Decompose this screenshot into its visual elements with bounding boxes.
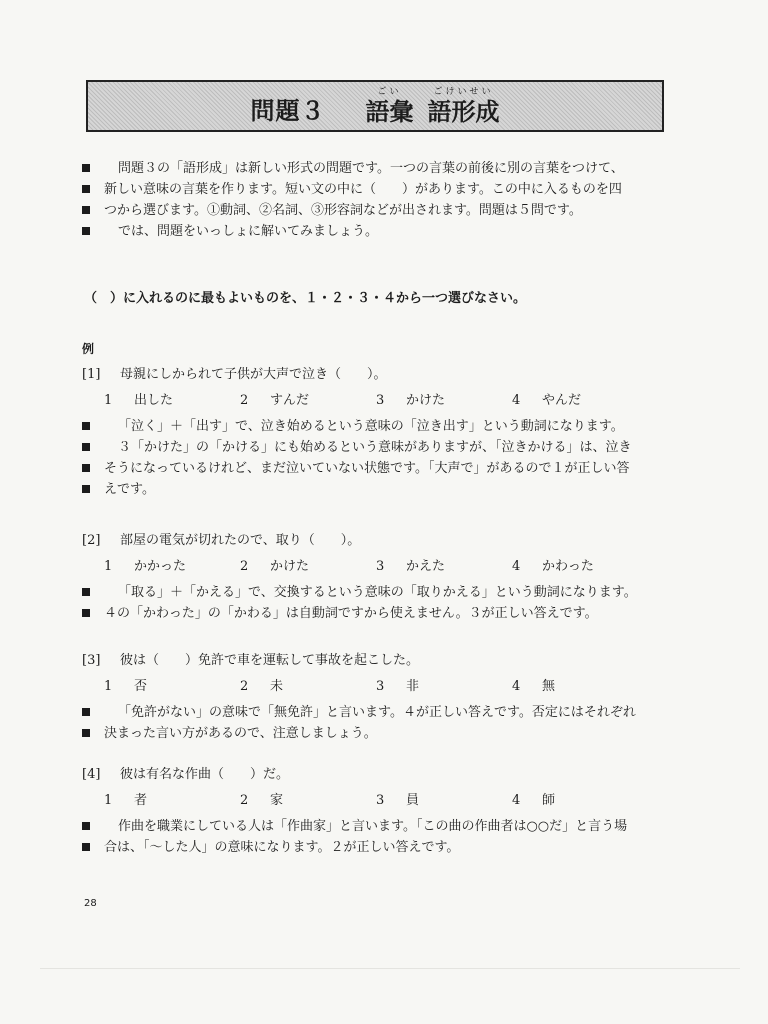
explanation-line: そうになっているけれど、まだ泣いていない状態です。「大声で」があるので１が正しい答 xyxy=(82,458,682,479)
question-text: [4] 彼は有名な作曲（ ）だ。 xyxy=(82,767,290,782)
bullet-marker xyxy=(82,206,90,214)
question-4 xyxy=(82,764,682,858)
choice-option[interactable]: 3 かえた xyxy=(376,559,446,574)
section-header xyxy=(86,80,664,132)
choice-option[interactable]: 2 家 xyxy=(240,793,284,808)
question-2 xyxy=(82,530,682,624)
example-label: 例 xyxy=(82,342,95,356)
explanation xyxy=(82,416,682,500)
choice-list xyxy=(82,676,682,698)
explanation-line: ４の「かわった」の「かわる」は自動詞ですから使えません。３が正しい答えです。 xyxy=(82,603,682,624)
choice-list xyxy=(82,790,682,812)
choice-option[interactable]: 1 者 xyxy=(104,793,148,808)
choice-option[interactable]: 4 師 xyxy=(512,793,556,808)
scan-edge-line xyxy=(40,968,740,969)
section-title: 問題３ xyxy=(250,96,326,125)
choice-option[interactable]: 4 無 xyxy=(512,679,556,694)
instruction-text: （ ）に入れるのに最もよいものを、１・２・３・４から一つ選びなさい。 xyxy=(84,291,527,306)
choice-option[interactable]: 4 やんだ xyxy=(512,393,582,408)
page-number: 28 xyxy=(84,898,97,909)
question-text: [2] 部屋の電気が切れたので、取り（ ）。 xyxy=(82,533,361,548)
bullet-marker xyxy=(82,485,90,493)
explanation-line: 作曲を職業にしている人は「作曲家」と言います。「この曲の作曲者は○○だ」と言う場 xyxy=(82,816,682,837)
bullet-marker xyxy=(82,227,90,235)
bullet-marker xyxy=(82,843,90,851)
choice-option[interactable]: 2 未 xyxy=(240,679,284,694)
bullet-marker xyxy=(82,443,90,451)
bullet-marker xyxy=(82,729,90,737)
question-text: [1] 母親にしかられて子供が大声で泣き（ ）。 xyxy=(82,367,387,382)
choice-option[interactable]: 2 かけた xyxy=(240,559,310,574)
choice-option[interactable]: 3 員 xyxy=(376,793,420,808)
subtitle-word-vocabulary: ごい 語彙 xyxy=(365,86,414,126)
explanation xyxy=(82,702,682,744)
choice-option[interactable]: 1 否 xyxy=(104,679,148,694)
intro-line: つから選びます。①動詞、②名詞、③形容詞などが出されます。問題は５問です。 xyxy=(82,200,662,221)
bullet-marker xyxy=(82,708,90,716)
section-subtitle xyxy=(366,87,500,126)
explanation-line: 合は、「～した人」の意味になります。２が正しい答えです。 xyxy=(82,837,682,858)
bullet-marker xyxy=(82,822,90,830)
choice-option[interactable]: 4 かわった xyxy=(512,559,594,574)
question-1 xyxy=(82,364,682,500)
question-3 xyxy=(82,650,682,744)
explanation-line: えです。 xyxy=(82,479,682,500)
bullet-marker xyxy=(82,164,90,172)
explanation-line: ３「かけた」の「かける」にも始めるという意味がありますが、「泣きかける」は、泣き xyxy=(82,437,682,458)
intro-paragraph xyxy=(82,158,662,242)
choice-option[interactable]: 3 非 xyxy=(376,679,420,694)
intro-line: 新しい意味の言葉を作ります。短い文の中に（ ）があります。この中に入るものを四 xyxy=(82,179,662,200)
choice-option[interactable]: 2 すんだ xyxy=(240,393,310,408)
explanation-line: 決まった言い方があるので、注意しましょう。 xyxy=(82,723,682,744)
bullet-marker xyxy=(82,185,90,193)
explanation xyxy=(82,816,682,858)
bullet-marker xyxy=(82,464,90,472)
bullet-marker xyxy=(82,609,90,617)
intro-line: では、問題をいっしょに解いてみましょう。 xyxy=(82,221,662,242)
subtitle-word-word-formation: ごけいせい 語形成 xyxy=(427,86,500,126)
bullet-marker xyxy=(82,588,90,596)
intro-line: 問題３の「語形成」は新しい形式の問題です。一つの言葉の前後に別の言葉をつけて、 xyxy=(82,158,662,179)
explanation-line: 「取る」＋「かえる」で、交換するという意味の「取りかえる」という動詞になります。 xyxy=(82,582,682,603)
choice-option[interactable]: 1 かかった xyxy=(104,559,187,574)
explanation-line: 「免許がない」の意味で「無免許」と言います。４が正しい答えです。否定にはそれぞれ xyxy=(82,702,682,723)
choice-option[interactable]: 1 出した xyxy=(104,393,174,408)
choice-option[interactable]: 3 かけた xyxy=(376,393,446,408)
explanation xyxy=(82,582,682,624)
choice-list xyxy=(82,390,682,412)
explanation-line: 「泣く」＋「出す」で、泣き始めるという意味の「泣き出す」という動詞になります。 xyxy=(82,416,682,437)
bullet-marker xyxy=(82,422,90,430)
choice-list xyxy=(82,556,682,578)
question-text: [3] 彼は（ ）免許で車を運転して事故を起こした。 xyxy=(82,653,420,668)
